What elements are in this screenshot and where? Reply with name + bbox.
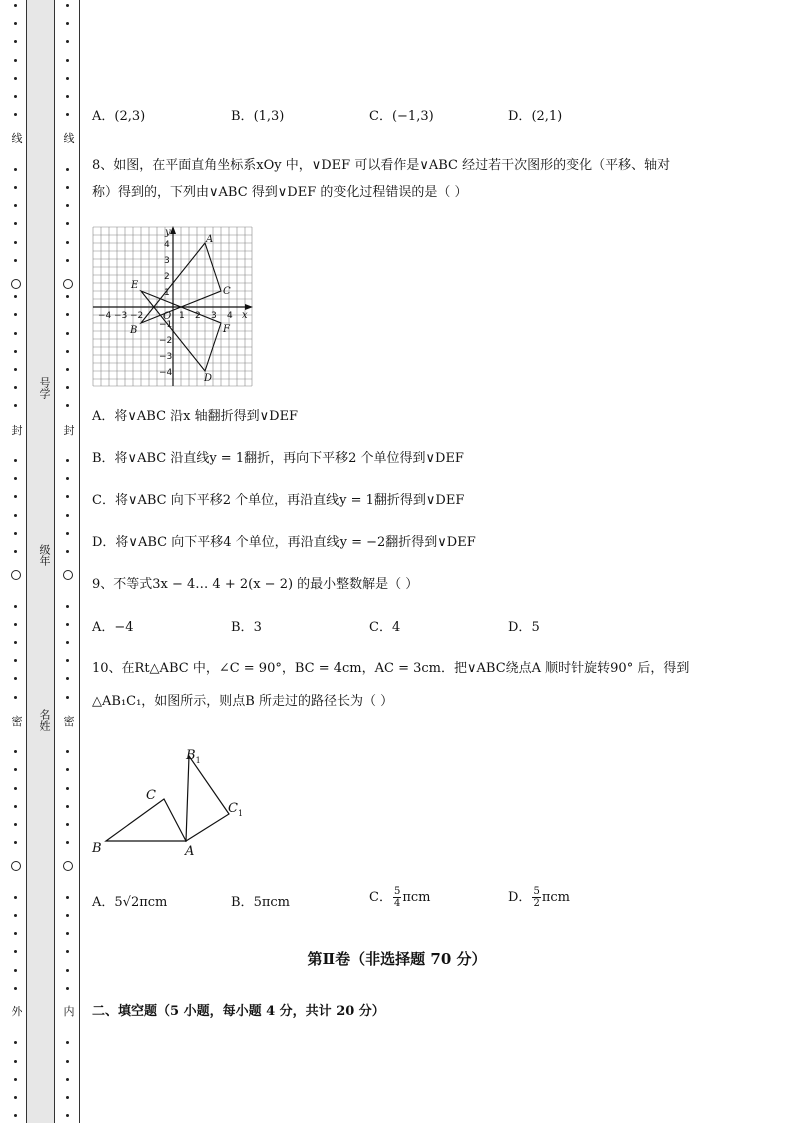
rail-dot — [14, 295, 17, 298]
rail-dot — [66, 4, 69, 7]
rail-dot — [66, 113, 69, 116]
rail-dot — [14, 186, 17, 189]
inner-char-mi: 密 — [63, 715, 75, 728]
rail-circle-2 — [11, 570, 21, 580]
rail-dot — [66, 40, 69, 43]
rail-dot — [66, 95, 69, 98]
rail-dot — [66, 1060, 69, 1063]
q10-point-c1: $C_1$ — [228, 801, 244, 818]
rail-dot — [66, 368, 69, 371]
rail-dot — [14, 987, 17, 990]
rail-dot — [66, 204, 69, 207]
q8-option-c: C．将∨ABC 向下平移2 个单位，再沿直线y = 1翻折得到∨DEF — [92, 493, 465, 508]
rail-dot — [14, 787, 17, 790]
q7-option-a: A．(2,3) — [92, 109, 146, 124]
q10-option-b: B．5πcm — [231, 895, 290, 910]
rail-dot — [66, 696, 69, 699]
q10-point-b: B — [92, 841, 102, 856]
axis-y-label: y — [165, 227, 171, 238]
rail-dot — [66, 477, 69, 480]
rail-char-mi: 密 — [11, 715, 23, 728]
y-tick-4: 4 — [164, 240, 170, 250]
inner-char-feng: 封 — [63, 424, 75, 437]
rail-dot — [14, 932, 17, 935]
part-two-title: 第Ⅱ卷（非选择题 70 分） — [307, 950, 487, 968]
inner-circle-3 — [63, 861, 73, 871]
rail-dot — [14, 605, 17, 608]
rail-dot — [66, 313, 69, 316]
rail-dot — [14, 95, 17, 98]
q8-coordinate-figure — [92, 226, 254, 388]
rail-dot — [14, 1041, 17, 1044]
x-tick-neg2: −2 — [130, 311, 144, 321]
inner-char-nei: 内 — [63, 1005, 75, 1018]
q9-stem: 9、不等式3x − 4… 4 + 2(x − 2) 的最小整数解是（ ） — [92, 577, 419, 592]
rail-dot — [14, 77, 17, 80]
rail-dot — [66, 805, 69, 808]
rail-dot — [66, 404, 69, 407]
rail-dot — [66, 222, 69, 225]
rail-char-xian: 线 — [11, 132, 23, 145]
rail-dot — [14, 514, 17, 517]
q7-option-d: D．(2,1) — [508, 109, 563, 124]
q8-stem-line1: 8、如图，在平面直角坐标系xOy 中，∨DEF 可以看作是∨ABC 经过若干次图形的变化（平移、轴对 — [92, 158, 671, 173]
rail-char-feng: 封 — [11, 424, 23, 437]
rail-dot — [66, 623, 69, 626]
inner-circle-2 — [63, 570, 73, 580]
rail-dot — [66, 787, 69, 790]
rail-dot — [66, 168, 69, 171]
rail-dot — [66, 768, 69, 771]
rail-dot — [66, 896, 69, 899]
rail-dot — [66, 969, 69, 972]
q8-option-b: B．将∨ABC 沿直线y = 1翻折，再向下平移2 个单位得到∨DEF — [92, 451, 464, 466]
q10-option-d: D． $\frac{5}{2}$ πcm — [508, 886, 570, 909]
rail-dot — [14, 914, 17, 917]
q7-option-b: B．(1,3) — [231, 109, 285, 124]
q10-stem-line2: △AB₁C₁，如图所示，则点B 所走过的路径长为（ ） — [92, 694, 394, 709]
field-name: 名姓 — [38, 709, 51, 731]
rail-dot — [66, 59, 69, 62]
rail-dot — [66, 1114, 69, 1117]
rail-dot — [14, 841, 17, 844]
y-tick-neg2: −2 — [159, 336, 173, 346]
rail-dot — [66, 550, 69, 553]
rail-dot — [14, 404, 17, 407]
rail-dot — [66, 259, 69, 262]
rail-dot — [14, 659, 17, 662]
q9-option-c: C．4 — [369, 620, 401, 635]
rail-dot — [66, 186, 69, 189]
q10-stem-line1: 10、在Rt△ABC 中，∠C = 90°，BC = 4cm，AC = 3cm．把∨ABC绕点A 顺时针旋转90° 后，得到 — [92, 661, 690, 676]
y-tick-neg1: −1 — [159, 320, 173, 330]
rail-dot — [66, 332, 69, 335]
rail-dot — [66, 1096, 69, 1099]
rail-dot — [14, 623, 17, 626]
point-a-label: A — [206, 234, 214, 245]
rail-dot — [66, 22, 69, 25]
rail-dot — [66, 241, 69, 244]
rail-dot — [66, 295, 69, 298]
x-tick-1: 1 — [179, 311, 185, 321]
rail-dot — [14, 641, 17, 644]
rail-dot — [66, 514, 69, 517]
rail-circle-1 — [11, 279, 21, 289]
rail-dot — [66, 386, 69, 389]
rail-dot — [14, 222, 17, 225]
point-f-label: F — [223, 324, 230, 335]
y-tick-1: 1 — [164, 288, 170, 298]
rail-dot — [14, 204, 17, 207]
rail-dot — [14, 22, 17, 25]
rail-dot — [14, 332, 17, 335]
rail-dot — [66, 641, 69, 644]
rail-dot — [14, 477, 17, 480]
rail-dot — [66, 1078, 69, 1081]
rail-dot — [14, 1114, 17, 1117]
rail-dot — [66, 987, 69, 990]
point-d-label: D — [204, 373, 213, 384]
q9-option-a: A．−4 — [92, 620, 134, 635]
q10-option-a: A．5√2πcm — [92, 895, 168, 910]
rail-dot — [14, 259, 17, 262]
rail-dot — [14, 750, 17, 753]
y-tick-2: 2 — [164, 272, 170, 282]
q10-point-c: C — [146, 788, 156, 803]
rail-dot — [66, 605, 69, 608]
y-tick-neg3: −3 — [159, 352, 173, 362]
q10-rotation-figure — [88, 742, 258, 860]
q9-option-d: D．5 — [508, 620, 540, 635]
q10-option-c: C． $\frac{5}{4}$ πcm — [369, 886, 431, 909]
rail-dot — [14, 1096, 17, 1099]
axis-x-label: x — [242, 310, 248, 321]
rail-dot — [14, 368, 17, 371]
rail-dot — [66, 932, 69, 935]
q7-option-c: C．(−1,3) — [369, 109, 434, 124]
rail-circle-3 — [11, 861, 21, 871]
rail-dot — [14, 532, 17, 535]
x-tick-neg4: −4 — [98, 311, 112, 321]
y-tick-3: 3 — [164, 256, 170, 266]
rail-dot — [14, 241, 17, 244]
rail-dot — [14, 677, 17, 680]
rail-char-wai: 外 — [11, 1005, 23, 1018]
point-b-label: B — [130, 325, 138, 336]
rail-dot — [14, 969, 17, 972]
rail-dot — [66, 750, 69, 753]
field-grade: 级年 — [38, 544, 51, 566]
q10-point-a: A — [185, 844, 195, 859]
q8-option-d: D．将∨ABC 向下平移4 个单位，再沿直线y = −2翻折得到∨DEF — [92, 535, 476, 550]
q10-point-b1: $B_1$ — [186, 748, 201, 765]
rail-dot — [14, 696, 17, 699]
rail-dot — [66, 677, 69, 680]
rail-dot — [14, 1060, 17, 1063]
point-e-label: E — [131, 280, 139, 291]
rail-dot — [14, 550, 17, 553]
rail-dot — [14, 168, 17, 171]
rail-dot — [66, 659, 69, 662]
rail-dot — [66, 350, 69, 353]
rail-dot — [66, 823, 69, 826]
rail-dot — [66, 1041, 69, 1044]
y-tick-neg4: −4 — [159, 368, 173, 378]
rail-dot — [14, 313, 17, 316]
inner-circle-1 — [63, 279, 73, 289]
x-tick-neg3: −3 — [114, 311, 128, 321]
rail-dot — [66, 495, 69, 498]
q8-option-a: A．将∨ABC 沿x 轴翻折得到∨DEF — [92, 409, 299, 424]
x-tick-3: 3 — [211, 311, 217, 321]
rail-dot — [66, 459, 69, 462]
rail-dot — [66, 77, 69, 80]
section-two-heading: 二、填空题（5 小题，每小题 4 分，共计 20 分） — [92, 1004, 385, 1019]
rail-dot — [14, 896, 17, 899]
rail-dot — [14, 768, 17, 771]
rail-dot — [14, 1078, 17, 1081]
point-c-label: C — [223, 286, 231, 297]
fraction-5-2: $\frac{5}{2}$ — [533, 886, 540, 909]
rail-dot — [14, 805, 17, 808]
rail-dot — [14, 459, 17, 462]
rail-dot — [14, 386, 17, 389]
rail-dot — [14, 495, 17, 498]
rail-dot — [14, 59, 17, 62]
field-student-id: 号学 — [38, 377, 51, 399]
inner-char-xian: 线 — [63, 132, 75, 145]
q8-stem-line2: 称）得到的，下列由∨ABC 得到∨DEF 的变化过程错误的是（ ） — [92, 185, 468, 200]
rail-dot — [14, 113, 17, 116]
rail-dot — [66, 841, 69, 844]
rail-dot — [66, 532, 69, 535]
x-tick-2: 2 — [195, 311, 201, 321]
fraction-5-4: $\frac{5}{4}$ — [393, 886, 401, 909]
q9-option-b: B．3 — [231, 620, 262, 635]
origin-label: O — [163, 311, 172, 322]
rail-dot — [14, 350, 17, 353]
x-tick-4: 4 — [227, 311, 233, 321]
rail-dot — [14, 40, 17, 43]
rail-dot — [14, 823, 17, 826]
rail-dot — [66, 914, 69, 917]
rail-dot — [14, 4, 17, 7]
